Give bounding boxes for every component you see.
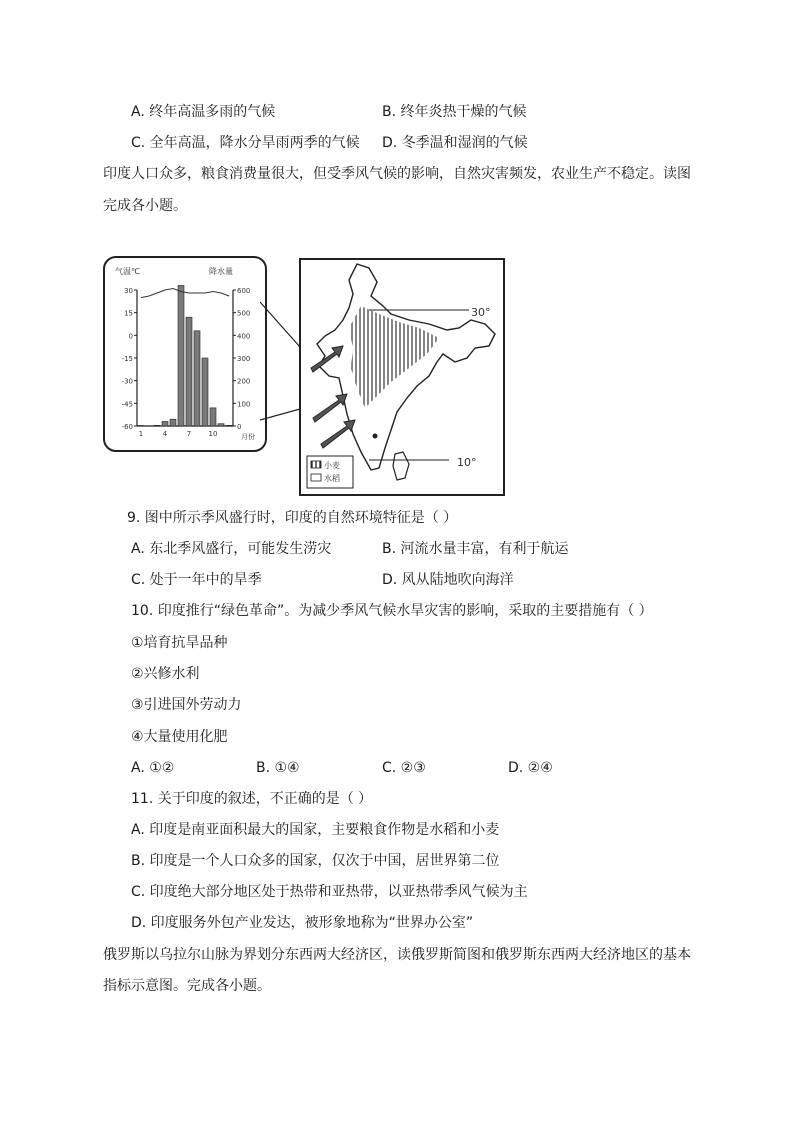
precip-bar xyxy=(210,408,216,426)
precip-tick-label: 200 xyxy=(237,377,251,386)
temp-tick-label: -30 xyxy=(121,377,133,386)
precip-bar xyxy=(162,421,168,426)
q10-option-b: B. ①④ xyxy=(256,760,300,776)
precip-tick-label: 300 xyxy=(237,355,251,363)
precip-bar xyxy=(170,419,176,426)
precip-axis-label: 降水量 xyxy=(209,267,233,276)
q11-option-d: D. 印度服务外包产业发达，被形象地称为“世界办公室” xyxy=(131,915,474,931)
precip-bar xyxy=(178,285,184,426)
month-tick-label: 4 xyxy=(162,430,168,438)
q10-item-4: ④大量使用化肥 xyxy=(131,729,228,745)
q8-option-c: C. 全年高温，降水分旱雨两季的气候 xyxy=(131,135,360,151)
precip-bar xyxy=(154,425,160,426)
climate-chart xyxy=(103,256,267,452)
legend-wheat: 小麦 xyxy=(324,461,340,470)
precip-tick-label: 600 xyxy=(237,287,251,295)
temp-axis-label: 气温℃ xyxy=(115,267,140,276)
q8-option-d: D. 冬季温和湿润的气候 xyxy=(382,135,528,151)
temp-tick-label: -60 xyxy=(121,423,133,431)
precip-tick-label: 400 xyxy=(237,332,251,341)
precip-bar xyxy=(218,424,224,426)
q9-option-d: D. 风从陆地吹向海洋 xyxy=(382,572,514,588)
precip-bar xyxy=(226,425,232,426)
q10-option-a: A. ①② xyxy=(131,760,175,776)
q11-stem: 11. 关于印度的叙述，不正确的是（ ） xyxy=(131,791,373,807)
q10-stem: 10. 印度推行“绿色革命”。为减少季风气候水旱灾害的影响，采取的主要措施有（ ） xyxy=(131,603,653,619)
temp-tick-label: 30 xyxy=(124,287,133,295)
india-map xyxy=(299,258,505,496)
precip-tick-label: 500 xyxy=(237,309,251,318)
q9-option-a: A. 东北季风盛行，可能发生涝灾 xyxy=(131,541,332,557)
lat-30-label: 30° xyxy=(471,306,491,319)
intro-india-line2: 完成各小题。 xyxy=(103,198,187,214)
temp-tick-label: -15 xyxy=(121,355,133,363)
q10-item-2: ②兴修水利 xyxy=(131,666,200,682)
precip-bar xyxy=(186,317,192,426)
q10-item-1: ①培育抗旱品种 xyxy=(131,635,228,651)
temp-tick-label: 0 xyxy=(128,332,133,341)
precip-bar xyxy=(202,358,208,426)
month-tick-label: 1 xyxy=(138,430,144,438)
q8-option-a: A. 终年高温多雨的气候 xyxy=(131,104,276,120)
q11-option-b: B. 印度是一个人口众多的国家，仅次于中国，居世界第二位 xyxy=(131,853,500,869)
q10-option-d: D. ②④ xyxy=(508,760,553,776)
temp-tick-label: -45 xyxy=(121,400,133,409)
precip-bar xyxy=(194,331,200,426)
temp-tick-label: 15 xyxy=(124,309,133,318)
q8-option-b: B. 终年炎热干燥的气候 xyxy=(382,104,527,120)
month-axis-label: 月份 xyxy=(241,433,255,441)
q10-option-c: C. ②③ xyxy=(382,760,426,776)
precip-tick-label: 100 xyxy=(237,400,251,409)
q9-stem: 9. 图中所示季风盛行时，印度的自然环境特征是（ ） xyxy=(127,510,458,526)
q11-option-c: C. 印度绝大部分地区处于热带和亚热带，以亚热带季风气候为主 xyxy=(131,884,528,900)
month-tick-label: 7 xyxy=(186,430,192,438)
intro-russia-line2: 指标示意图。完成各小题。 xyxy=(103,978,271,994)
q11-option-a: A. 印度是南亚面积最大的国家，主要粮食作物是水稻和小麦 xyxy=(131,822,500,838)
intro-russia-line1: 俄罗斯以乌拉尔山脉为界划分东西两大经济区，读俄罗斯简图和俄罗斯东西两大经济地区的基本 xyxy=(103,947,691,963)
q9-option-b: B. 河流水量丰富，有利于航运 xyxy=(382,541,569,557)
lat-10-label: 10° xyxy=(457,456,477,469)
intro-india-line1: 印度人口众多，粮食消费量很大，但受季风气候的影响，自然灾害频发，农业生产不稳定。读图 xyxy=(103,166,691,182)
legend-rice: 水稻 xyxy=(324,474,340,483)
precip-tick-label: 0 xyxy=(237,423,242,431)
q10-item-3: ③引进国外劳动力 xyxy=(131,697,242,713)
q9-option-c: C. 处于一年中的旱季 xyxy=(131,572,262,588)
month-tick-label: 10 xyxy=(208,430,218,438)
